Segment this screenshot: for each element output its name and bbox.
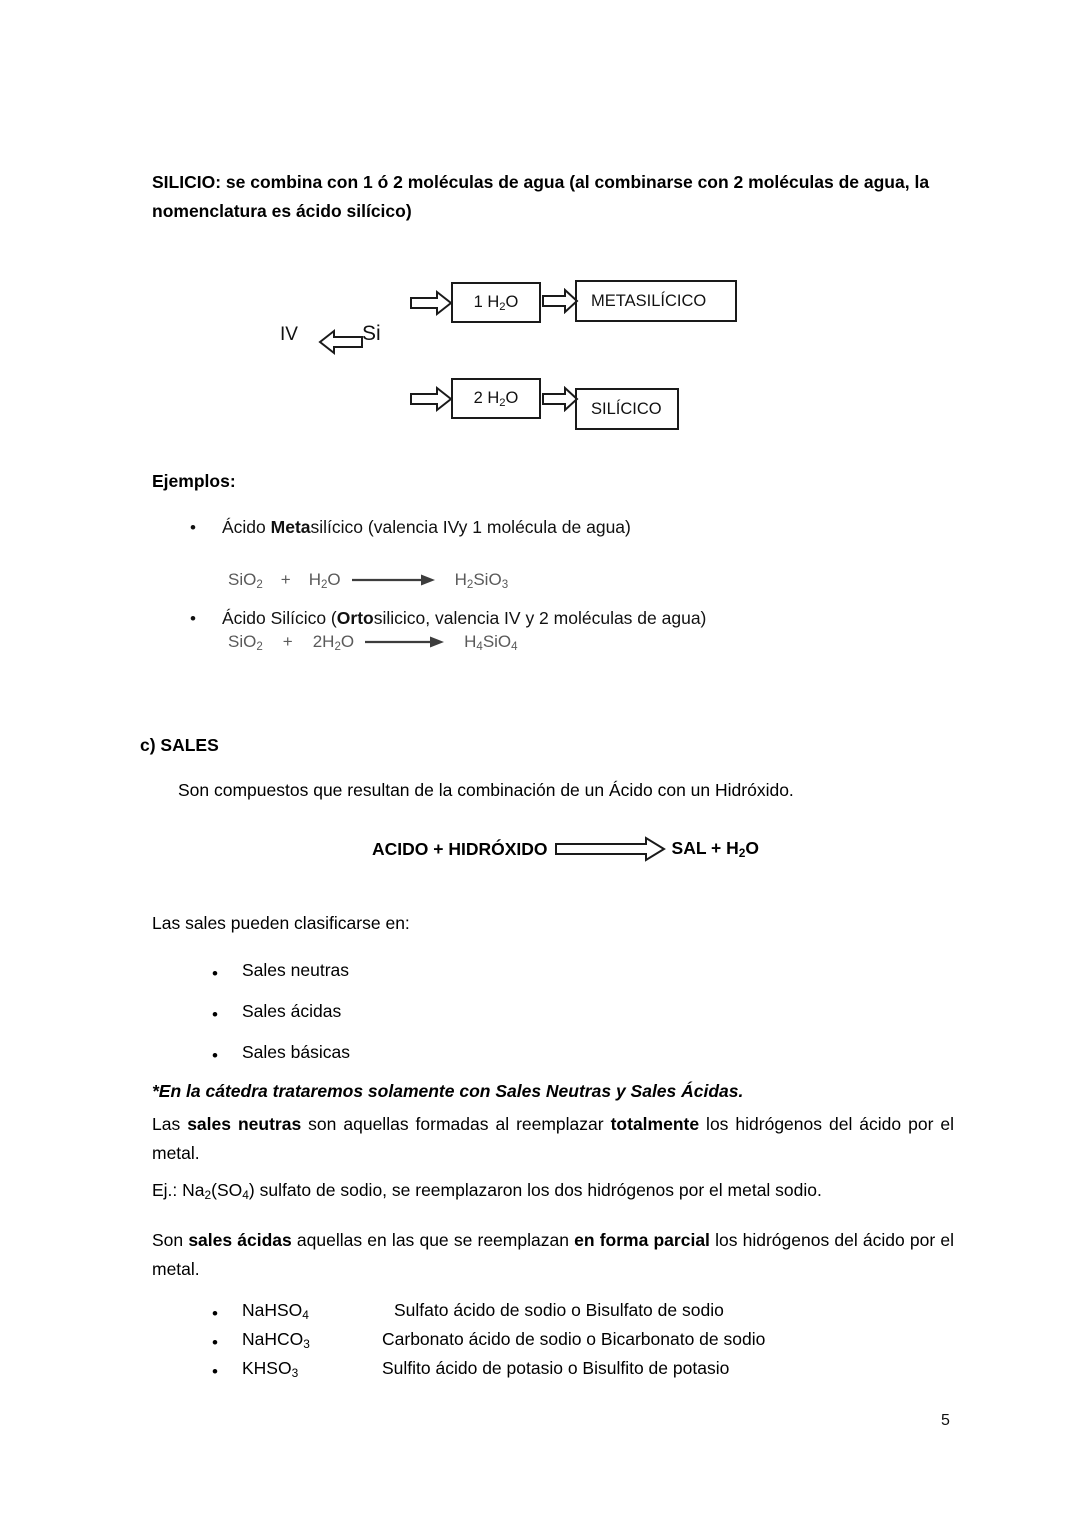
equation-metasilicico [228,570,508,591]
sales-intro-text: Son compuestos que resultan de la combinación de un Ácido con un Hidróxido. [178,780,794,800]
sales-type-label: Sales neutras [242,960,350,980]
neutral-salt-example: Ej.: $Na_2(SO_4)$ sulfato de sodio, se reemplazaron los dos hidrógenos por el metal sodio. [152,1180,822,1202]
bullet-icon: • [212,1005,218,1024]
diagram-box-metasilicico [575,280,737,322]
ejemplos-heading [152,471,236,492]
silicio-diagram [0,262,1080,442]
bullet-icon: • [190,518,196,537]
ejemplos-heading-colon: : [229,471,236,491]
silicio-heading: SILICIO: se combina con 1 ó 2 moléculas de agua (al combinarse con 2 moléculas de agua, la nomenclatura es ácido silícico) [152,172,930,221]
sales-formation-equation [372,836,759,862]
equation-1-plus: + [280,570,291,590]
sales-type-label: Sales básicas [242,1042,350,1062]
bullet-icon: • [212,1333,218,1352]
acid-salt-formula: NaHCO$_3$ [242,1329,310,1351]
arrow-right-icon [351,573,437,587]
list-item [190,605,890,632]
list-item [212,1042,350,1069]
diagram-box-silicico [575,388,679,430]
equation-1-reactant-1: SiO$_2$ [228,570,263,591]
equation-2-product: $H_4SiO_4$ [464,632,518,653]
sales-neutras-paragraph: Las sales neutras son aquellas formadas al reemplazar totalmente los hidrógenos del ácido por el metal. [152,1114,955,1163]
list-item [212,1001,341,1028]
equation-2-reactant-1: SiO$_2$ [228,632,263,653]
element-label: Si [362,322,381,345]
bullet-icon: • [212,964,218,983]
bullet-icon: • [212,1362,218,1381]
diagram-box-water-1 [451,282,541,323]
equation-2-reactant-2: $2H_2O$ [312,632,355,653]
acid-salt-formula: $KHSO_3$ [242,1358,299,1380]
arrow-right-icon [364,635,446,649]
block-arrow-right-icon [554,836,666,862]
equation-1-product: $H_2SiO_3$ [454,570,509,591]
block-arrow-right-icon [541,386,579,412]
metasilicico-label: METASILÍCICO [591,291,707,310]
block-arrow-right-icon [541,288,579,314]
block-arrow-right-icon [409,289,453,317]
sales-type-label: Sales ácidas [242,1001,342,1021]
water-1-label: 1 $H_2O$ [473,292,519,313]
acid-salt-description: Sulfato ácido de sodio o Bisulfato de sodio [394,1300,724,1320]
equation-left-side: ACIDO + HIDRÓXIDO [372,838,548,859]
table-row [212,1358,729,1385]
ejemplo-1-text: Ácido Metasilícico (valencia IVy 1 molécula de agua) [222,517,631,537]
silicico-label: SILÍCICO [591,399,662,418]
bullet-icon: • [212,1046,218,1065]
equation-silicico [228,632,518,653]
equation-1-reactant-2: $H_2O$ [308,570,341,591]
bullet-icon: • [190,609,196,628]
sales-section-heading: c) SALES [140,735,219,755]
equation-right-side: SAL + $H_2O$ [671,838,760,860]
list-item [212,960,349,987]
ejemplos-heading-text: Ejemplos [152,471,230,491]
ejemplo-2-text: Ácido Silícico (Ortosilicico, valencia IV y 2 moléculas de agua) [222,608,707,628]
sales-classify-intro: Las sales pueden clasificarse en: [152,913,410,933]
water-2-label: 2 $H_2O$ [473,388,519,409]
equation-2-plus: + [282,632,293,652]
acid-salt-description: Carbonato ácido de sodio o Bicarbonato de sodio [382,1329,766,1349]
list-item [190,514,870,541]
page-number: 5 [941,1412,950,1429]
bullet-icon: • [212,1304,218,1323]
diagram-box-water-2 [451,378,541,419]
sales-acidas-paragraph: Son sales ácidas aquellas en las que se reemplazan en forma parcial los hidrógenos del ácido por el metal. [152,1230,955,1279]
catedra-note: *En la cátedra trataremos solamente con Sales Neutras y Sales Ácidas. [152,1081,744,1101]
acid-salt-formula: NaHSO$_4$ [242,1300,309,1322]
block-arrow-right-icon [409,385,453,413]
table-row [212,1329,765,1356]
acid-salt-description: Sulfito ácido de potasio o Bisulfito de potasio [382,1358,730,1378]
valence-label: IV [280,324,298,345]
block-arrow-left-icon [318,328,364,356]
table-row [212,1300,724,1327]
